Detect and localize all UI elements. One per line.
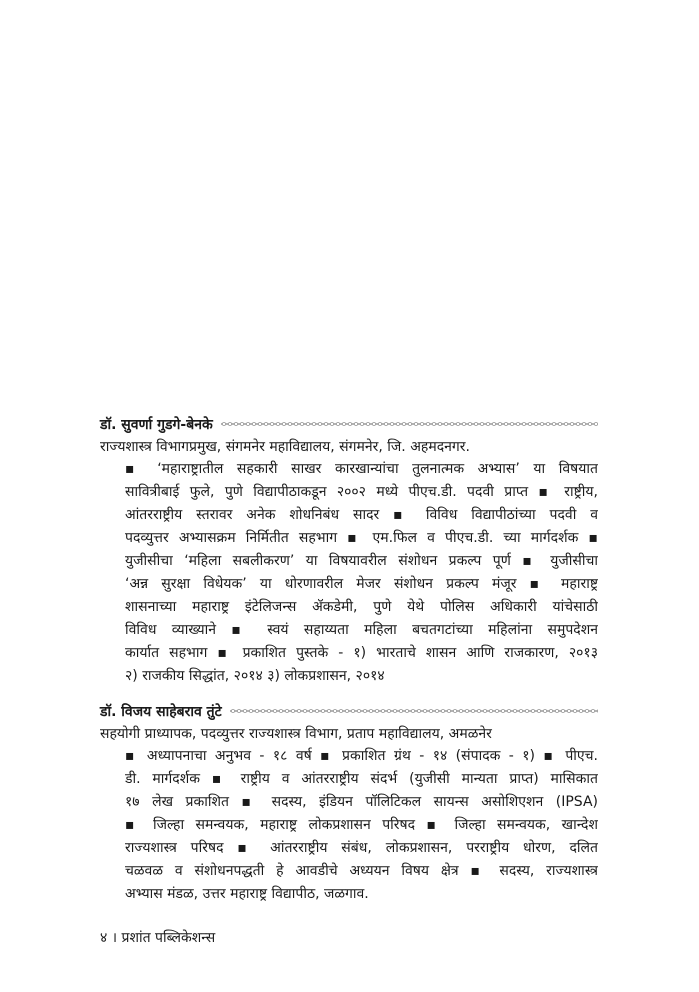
author-bio <box>125 458 598 688</box>
bio-line: १७ लेख प्रकाशित ▪ सदस्य, इंडियन पॉलिटिकल सायन्स असोशिएशन (IPSA) <box>125 794 598 810</box>
bio-line: शासनाच्या महाराष्ट्र इंटेलिजन्स ॲकडेमी, पुणे येथे पोलिस अधिकारी यांचेसाठी <box>125 599 598 615</box>
bio-line: २) राजकीय सिद्धांत, २०१४ ३) लोकप्रशासन, २०१४ <box>125 668 385 684</box>
page-footer <box>100 928 215 948</box>
bio-line: ▪ जिल्हा समन्वयक, महाराष्ट्र लोकप्रशासन परिषद ▪ जिल्हा समन्वयक, खान्देश <box>125 817 598 833</box>
bio-line: ▪ अध्यापनाचा अनुभव - १८ वर्ष ▪ प्रकाशित ग्रंथ - १४ (संपादक - १) ▪ पीएच. <box>125 748 598 764</box>
bio-line: अभ्यास मंडळ, उत्तर महाराष्ट्र विद्यापीठ, जळगाव. <box>125 886 369 902</box>
bio-line: युजीसीचा ‘महिला सबलीकरण’ या विषयावरील संशोधन प्रकल्प पूर्ण ▪ युजीसीचा <box>125 553 598 569</box>
bio-line: ‘अन्न सुरक्षा विधेयक’ या धोरणावरील मेजर संशोधन प्रकल्प मंजूर ▪ महाराष्ट्र <box>125 576 598 592</box>
bio-line: पदव्युत्तर अभ्यासक्रम निर्मितीत सहभाग ▪ एम.फिल व पीएच.डी. च्या मार्गदर्शक ▪ <box>125 530 598 546</box>
bio-line: चळवळ व संशोधनपद्धती हे आवडीचे अध्ययन विषय क्षेत्र ▪ सदस्य, राज्यशास्त्र <box>125 863 598 879</box>
bio-line: ▪ ‘महाराष्ट्रातील सहकारी साखर कारखान्यांचा तुलनात्मक अभ्यास’ या विषयात <box>125 461 598 477</box>
author-name: डॉ. सुवर्णा गुडगे-बेनके <box>100 416 213 433</box>
footer-separator: । <box>111 930 118 946</box>
wavy-rule <box>230 707 598 715</box>
publisher-name: प्रशांत पब्लिकेशन्स <box>121 930 216 946</box>
author-entry <box>100 700 598 906</box>
author-affiliation: राज्यशास्त्र विभागप्रमुख, संगमनेर महाविद्यालय, संगमनेर, जि. अहमदनगर. <box>100 439 470 455</box>
wavy-rule <box>221 420 598 428</box>
author-heading <box>100 413 598 435</box>
bio-line: कार्यात सहभाग ▪ प्रकाशित पुस्तके - १) भारताचे शासन आणि राजकारण, २०१३ <box>125 645 598 661</box>
bio-line: सावित्रीबाई फुले, पुणे विद्यापीठाकडून २००२ मध्ये पीएच.डी. पदवी प्राप्त ▪ राष्ट्रीय, <box>125 484 598 500</box>
page-number: ४ <box>100 930 108 946</box>
author-heading <box>100 700 598 722</box>
author-entry <box>100 413 598 688</box>
bio-line: विविध व्याख्याने ▪ स्वयं सहाय्यता महिला बचतगटांच्या महिलांना समुपदेशन <box>125 622 598 638</box>
bio-line: आंतरराष्ट्रीय स्तरावर अनेक शोधनिबंध सादर ▪ विविध विद्यापीठांच्या पदवी व <box>125 507 598 523</box>
author-name: डॉ. विजय साहेबराव तुंटे <box>100 703 222 720</box>
author-affiliation: सहयोगी प्राध्यापक, पदव्युत्तर राज्यशास्त्र विभाग, प्रताप महाविद्यालय, अमळनेर <box>100 726 492 742</box>
bio-line: राज्यशास्त्र परिषद ▪ आंतरराष्ट्रीय संबंध, लोकप्रशासन, परराष्ट्रीय धोरण, दलित <box>125 840 598 856</box>
bio-line: डी. मार्गदर्शक ▪ राष्ट्रीय व आंतरराष्ट्रीय संदर्भ (युजीसी मान्यता प्राप्त) मासिकात <box>125 771 598 787</box>
author-bio <box>125 745 598 906</box>
